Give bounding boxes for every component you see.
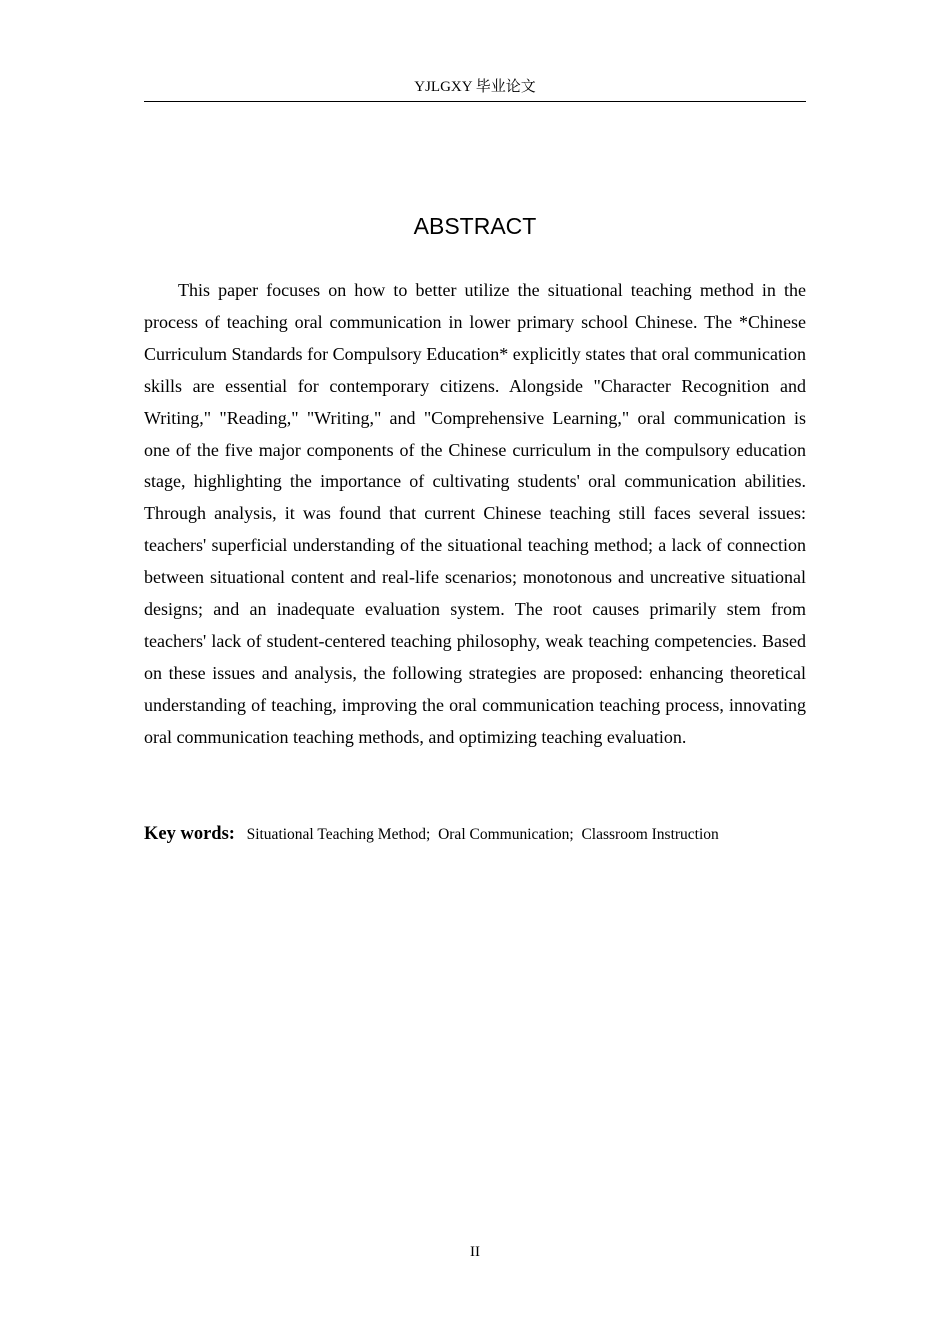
page-header — [144, 76, 806, 102]
page-number: II — [470, 1244, 480, 1260]
keyword-item: Oral Communication; — [438, 826, 574, 843]
abstract-body: This paper focuses on how to better utilize the situational teaching method in the process of teaching oral communication in lower primary school Chinese. The *Chinese Curriculum Standards for Compulsory Education* explicitly states that oral communication skills are essential for contemporary citizens. Alongside "Character Recognition and Writing," "Reading," "Writing," and "Comprehensive Learning," oral communication is one of the five major components of the Chinese curriculum in the compulsory education stage, highlighting the importance of cultivating students' oral communication abilities. Through analysis, it was found that current Chinese teaching still faces several issues: teachers' superficial understanding of the situational teaching method; a lack of connection between situational content and real-life scenarios; monotonous and uncreative situational designs; and an inadequate evaluation system. The root causes primarily stem from teachers' lack of student-centered teaching philosophy, weak teaching competencies. Based on these issues and analysis, the following strategies are proposed: enhancing theoretical understanding of teaching, improving the oral communication teaching process, innovating oral communication teaching methods, and optimizing teaching evaluation. — [144, 280, 806, 747]
keyword-item: Situational Teaching Method; — [246, 826, 431, 843]
keywords-line — [144, 820, 806, 849]
abstract-title: ABSTRACT — [413, 213, 537, 239]
keyword-item: Classroom Instruction — [581, 826, 719, 843]
keywords-label: Key words: — [144, 824, 235, 844]
running-title: YJLGXY 毕业论文 — [414, 79, 536, 95]
